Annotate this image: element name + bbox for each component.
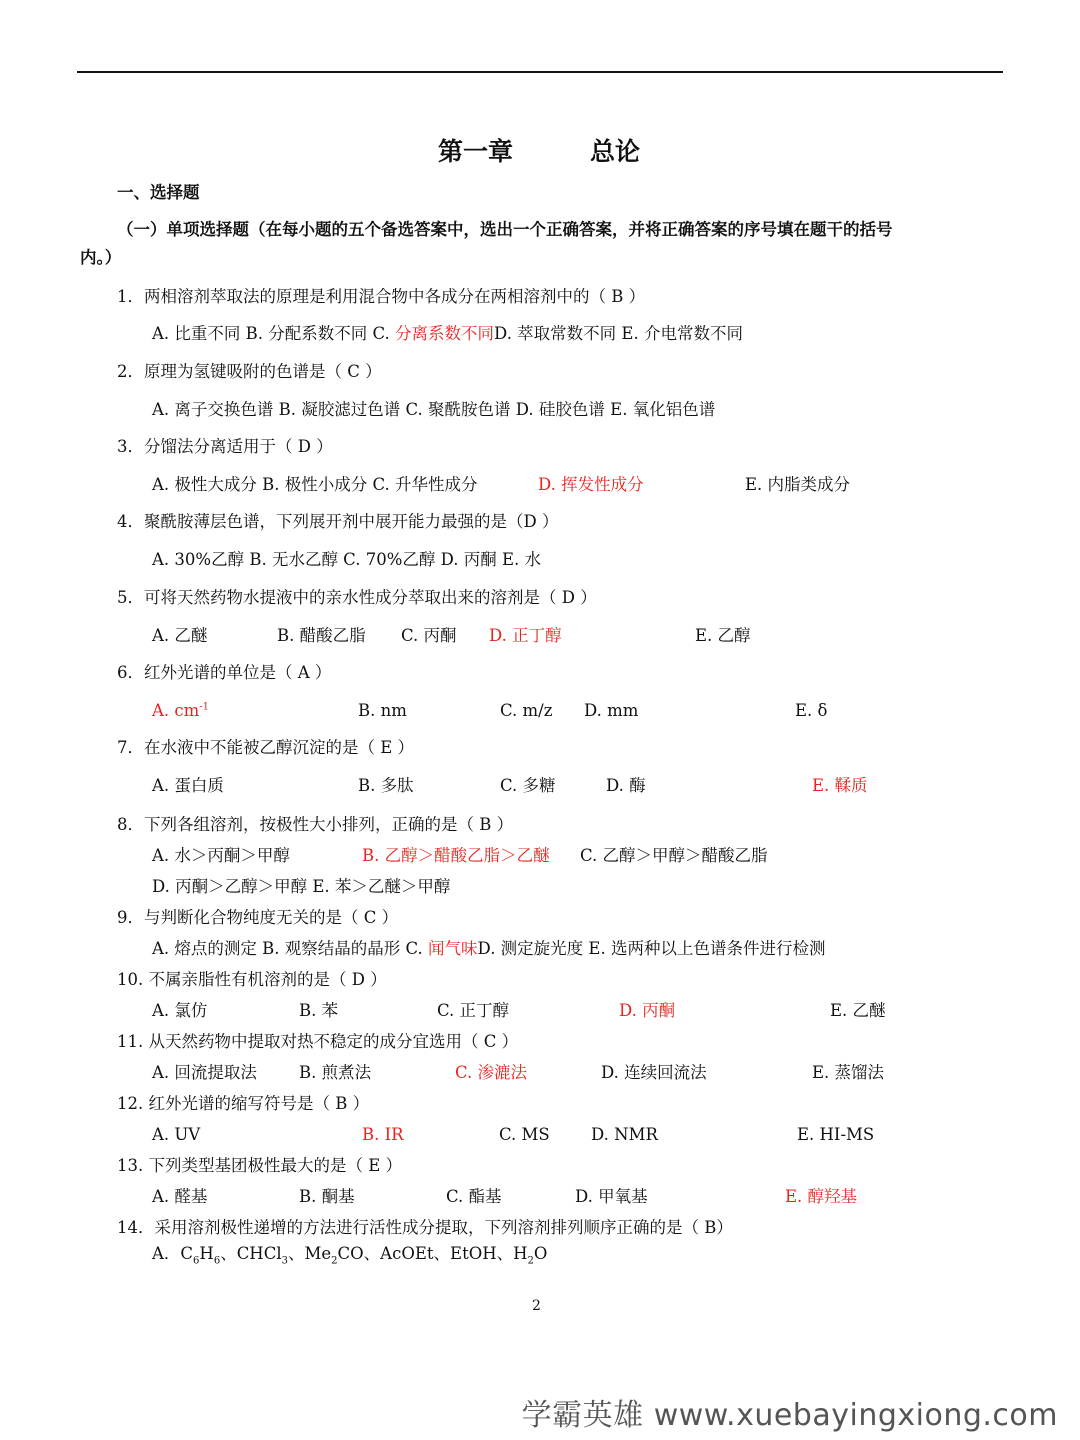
q6-option-b: B. nm	[358, 701, 407, 720]
q12-option-a: A. UV	[152, 1125, 201, 1144]
q1-answer: 分离系数不同	[395, 324, 495, 343]
q3-option-e: E. 内脂类成分	[745, 475, 851, 494]
question-3: 3．分馏法分离适用于（ D ）	[117, 437, 333, 456]
q10-option-e: E. 乙醚	[830, 1001, 886, 1020]
q13-answer: E. 醇羟基	[785, 1187, 858, 1206]
q10-option-c: C. 正丁醇	[437, 1001, 510, 1020]
q11-option-d: D. 连续回流法	[601, 1063, 707, 1082]
question-4: 4．聚酰胺薄层色谱，下列展开剂中展开能力最强的是（D ）	[117, 512, 559, 531]
q10-option-a: A. 氯仿	[152, 1001, 208, 1020]
q13-option-d: D. 甲氧基	[575, 1187, 648, 1206]
q2-options: A. 离子交换色谱 B. 凝胶滤过色谱 C. 聚酰胺色谱 D. 硅胶色谱 E. 氧化铝色谱	[152, 400, 716, 419]
q5-option-e: E. 乙醇	[695, 626, 751, 645]
q14-option-a: A．$C_6H_6$、CHCl$_3$、$Me_2CO$、AcOEt、EtOH、$H_2O$	[152, 1244, 548, 1267]
q1-options: A. 比重不同 B. 分配系数不同 C. 分离系数不同D. 萃取常数不同 E. 介电常数不同	[152, 324, 743, 343]
q7-option-d: D. 酶	[606, 776, 646, 795]
q6-answer: A. $cm^{-1}$	[152, 701, 210, 720]
q7-answer: E. 鞣质	[812, 776, 868, 795]
question-10: 10. 不属亲脂性有机溶剂的是（ D ）	[117, 970, 387, 989]
q5-option-b: B. 醋酸乙脂	[277, 626, 366, 645]
chapter-title: 总论	[590, 137, 641, 166]
q9-answer: 闻气味	[428, 939, 478, 958]
question-12: 12. 红外光谱的缩写符号是（ B ）	[117, 1094, 370, 1113]
q5-answer: D. 正丁醇	[489, 626, 562, 645]
q11-option-a: A. 回流提取法	[152, 1063, 257, 1082]
q11-answer: C. 渗漉法	[455, 1063, 528, 1082]
question-14: 14．采用溶剂极性递增的方法进行活性成分提取，下列溶剂排列顺序正确的是（ B）	[117, 1218, 733, 1237]
q12-option-e: E. HI-MS	[797, 1125, 875, 1144]
q12-option-c: C. MS	[499, 1125, 550, 1144]
instruction-line-1: （一）单项选择题（在每小题的五个备选答案中，选出一个正确答案，并将正确答案的序号填在题干的括号	[117, 220, 893, 239]
q7-option-a: A. 蛋白质	[152, 776, 224, 795]
q12-option-d: D. NMR	[591, 1125, 658, 1144]
question-11: 11. 从天然药物中提取对热不稳定的成分宜选用（ C ）	[117, 1032, 519, 1051]
question-6: 6．红外光谱的单位是（ A ）	[117, 663, 332, 682]
q7-option-b: B. 多肽	[358, 776, 414, 795]
question-5: 5．可将天然药物水提液中的亲水性成分萃取出来的溶剂是（ D ）	[117, 588, 597, 607]
q8-answer: B. 乙醇＞醋酸乙脂＞乙醚	[362, 846, 550, 865]
q6-option-c: C. m/z	[500, 701, 553, 720]
q6-option-e: E. δ	[795, 701, 828, 720]
q8-option-c: C. 乙醇＞甲醇＞醋酸乙脂	[580, 846, 768, 865]
q7-option-c: C. 多糖	[500, 776, 556, 795]
q10-option-b: B. 苯	[299, 1001, 339, 1020]
q8-options-de: D. 丙酮＞乙醇＞甲醇 E. 苯＞乙醚＞甲醇	[152, 877, 451, 896]
q13-option-a: A. 醛基	[152, 1187, 208, 1206]
q3-answer: D. 挥发性成分	[538, 475, 644, 494]
q6-option-d: D. mm	[584, 701, 639, 720]
q4-options: A. 30%乙醇 B. 无水乙醇 C. 70%乙醇 D. 丙酮 E. 水	[152, 550, 542, 569]
q11-option-e: E. 蒸馏法	[812, 1063, 885, 1082]
q5-option-a: A. 乙醚	[152, 626, 208, 645]
q8-option-a: A. 水＞丙酮＞甲醇	[152, 846, 290, 865]
q5-option-c: C. 丙酮	[401, 626, 457, 645]
question-9: 9．与判断化合物纯度无关的是（ C ）	[117, 908, 399, 927]
q9-options: A. 熔点的测定 B. 观察结晶的晶形 C. 闻气味D. 测定旋光度 E. 选两种以上色谱条件进行检测	[152, 939, 826, 958]
instruction-line-2: 内。）	[80, 248, 122, 267]
question-7: 7．在水液中不能被乙醇沉淀的是（ E ）	[117, 738, 415, 757]
question-8: 8．下列各组溶剂，按极性大小排列，正确的是（ B ）	[117, 815, 514, 834]
header-rule	[77, 71, 1003, 73]
q10-answer: D. 丙酮	[619, 1001, 676, 1020]
watermark: 学霸英雄 www.xuebayingxiong.com	[521, 1398, 1058, 1433]
q13-option-c: C. 酯基	[446, 1187, 502, 1206]
section-heading: 一、选择题	[117, 183, 200, 202]
question-1: 1．两相溶剂萃取法的原理是利用混合物中各成分在两相溶剂中的（ B ）	[117, 287, 646, 306]
question-13: 13. 下列类型基团极性最大的是（ E ）	[117, 1156, 403, 1175]
question-2: 2．原理为氢键吸附的色谱是（ C ）	[117, 362, 382, 381]
q12-answer: B. IR	[362, 1125, 404, 1144]
chapter-number: 第一章	[438, 137, 514, 166]
q3-options-abc: A. 极性大成分 B. 极性小成分 C. 升华性成分	[152, 475, 478, 494]
q13-option-b: B. 酮基	[299, 1187, 355, 1206]
page-number: 2	[532, 1298, 541, 1314]
q11-option-b: B. 煎煮法	[299, 1063, 372, 1082]
